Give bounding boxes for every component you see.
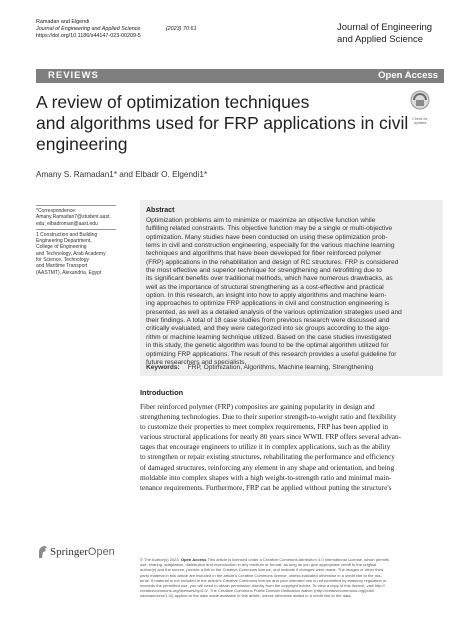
running-authors: Ramadan and Elgendi	[36, 19, 90, 25]
check-label-1: Check for	[412, 117, 428, 121]
publisher-open: Open	[87, 546, 115, 558]
publisher-springer: Springer	[50, 546, 88, 558]
body-line: to customize their properties to meet complex requirements, FRP has been applied in	[140, 422, 388, 432]
journal-name-line1: Journal of Engineering	[337, 22, 433, 33]
affiliation-line: Engineering Department,	[36, 238, 92, 245]
article-type-label: REVIEWS	[48, 70, 99, 81]
abstract-line: fulfilling related constraints. This objective function may be a single or multi-objective	[146, 225, 393, 233]
sidebar-rule	[36, 205, 116, 206]
publisher-logo	[36, 545, 115, 564]
abstract-line: (FRP) applications in the rehabilitation and design of RC structures. FRP is considered	[146, 258, 399, 266]
check-label-2: updates	[413, 121, 427, 125]
abstract-line: rithm or machine learning technique utilized. Based on the case studies investigated	[146, 333, 392, 341]
affiliation-line: (AASTMT), Alexandria, Egypt	[36, 269, 102, 276]
abstract-line: optimization. Many studies have been conducted on using these optimization prob-	[146, 233, 388, 241]
abstract-line: their findings. A total of 18 case studies from previous research were discussed and	[146, 317, 390, 325]
body-line: tages that encourage engineers to utilize it in complex applications, such as the ability	[140, 442, 391, 452]
license-line: party material in this article are included in the article's Creative Commons licence, unless indicated otherwise in a credit line to the ma-	[140, 572, 382, 578]
affiliation-line: and Technology, Arab Academy	[36, 250, 106, 257]
abstract-line: its significant benefits over traditional methods, which have numerous drawbacks, as	[146, 275, 393, 283]
abstract-line: in this study, the genetic algorithm was found to be the optimal algorithm utilized for	[146, 342, 389, 350]
license-line: use, sharing, adaptation, distribution and reproduction in any medium or format, as long as you give appropriate credit to the original	[140, 562, 377, 568]
article-title	[36, 92, 416, 155]
license-line: © The Author(s) 2023.	[140, 557, 180, 562]
abstract-line: techniques and algorithms that have been developed for fiber reinforced polymer	[146, 250, 382, 258]
abstract-line: lems in civil and construction engineering, especially for the various machine learning	[146, 242, 395, 250]
publisher-name	[50, 546, 115, 558]
license-line[interactable]: creativecommons.org/licenses/by/4.0/. The Creative Commons Public Domain Dedication waiver (http://creativecommons.org/publi	[140, 588, 374, 594]
sidebar-rule-2	[36, 229, 116, 230]
abstract-line: critically evaluated, and they were categorized into six groups according to the algo-	[146, 325, 391, 333]
abstract-line: option. In this research, an insight into how to apply algorithms and machine learn-	[146, 292, 387, 300]
author-list: Amany S. Ramadan1* and Elbadr O. Elgendi1*	[36, 170, 208, 179]
title-line-3: engineering	[36, 134, 128, 154]
keywords-list: FRP, Optimization, Algorithms, Machine learning, Strengthening	[187, 364, 374, 371]
license-line: exceeds the permitted use, you will need to obtain permission directly from the copyright holder. To view a copy of this licence, visit http://	[140, 583, 385, 589]
correspondence-sidebar	[36, 203, 116, 276]
abstract-line: well as the importance of structural strengthening as a cost-effective and practical	[146, 283, 384, 291]
keywords-label: Keywords:	[146, 364, 180, 371]
introduction-heading: Introduction	[140, 388, 184, 397]
abstract-line: future researchers and specialists.	[146, 358, 247, 366]
doi-link[interactable]: https://doi.org/10.1186/s44147-023-00209-5	[36, 33, 141, 39]
journal-citation-name: Journal of Engineering and Applied Science	[36, 26, 141, 32]
article-type-bar	[36, 69, 444, 83]
title-line-2: and algorithms used for FRP applications in civil	[36, 113, 409, 133]
abstract-heading: Abstract	[146, 207, 175, 214]
body-line: of damaged structures, reinforcing any element in any shape and orientation, and being	[140, 462, 395, 472]
license-footer	[140, 557, 443, 599]
correspondence-email-2[interactable]: edu; elbadroman@aast.edu	[36, 220, 98, 227]
body-line: tenance requirements. Furthermore, FRP can be applied without putting the structure's	[140, 482, 392, 492]
affiliation-line: for Science, Technology	[36, 257, 89, 264]
license-line: author(s) and the source, provide a link to the Creative Commons licence, and indicate if changes were made. The images or other third	[140, 567, 384, 573]
affiliation-line: 1 Construction and Building	[36, 231, 98, 238]
body-line: moldable into complex shapes with a high weight-to-strength ratio and minimal main-	[140, 472, 392, 482]
body-line: various structural applications for nearly 80 years since WWII. FRP offers several advan-	[140, 432, 402, 442]
abstract-line: the most effective and superior technique for strengthening and retrofitting due to	[146, 267, 382, 275]
license-open-access: Open Access	[180, 557, 207, 562]
body-line: strengthening technologies. Due to their superior strength-to-weight ratio and flexibility	[140, 412, 397, 422]
journal-name-line2: and Applied Science	[337, 34, 424, 45]
body-line: to strengthen or repair existing structures, rehabilitating the performance and efficiency	[140, 452, 395, 462]
abstract-line: Optimization problems aim to minimize or maximize an objective function while	[146, 217, 376, 224]
journal-citation-volume: (2023) 70:61	[165, 26, 197, 32]
open-access-label: Open Access	[378, 70, 438, 81]
correspondence-label: *Correspondence:	[36, 208, 77, 214]
journal-citation	[36, 26, 196, 33]
license-line: terial. If material is not included in the article's Creative Commons licence and your intended use is not permitted by statutory regulation or	[140, 577, 387, 583]
abstract-text	[146, 217, 437, 367]
affiliation-line: College of Engineering	[36, 244, 87, 251]
check-for-updates-badge[interactable]	[405, 90, 435, 125]
abstract-line: ing approaches to optimize FRP applications in civil and construction engineering is	[146, 300, 390, 308]
abstract-box	[140, 200, 443, 376]
correspondence-email-1[interactable]: Amany.Ramadan7@student.aast.	[36, 214, 111, 221]
introduction-body	[140, 402, 443, 493]
license-line: This article is licensed under a Creative Commons Attribution 4.0 International License, which permits	[207, 557, 390, 562]
body-line: Fiber reinforced polymer (FRP) composites are gaining popularity in design and	[140, 402, 375, 411]
check-for-updates-icon	[405, 90, 435, 112]
abstract-line: presented, as well as a detailed analysis of the various optimization strategies used and	[146, 308, 402, 316]
springer-horse-icon	[36, 545, 49, 559]
keywords-line	[146, 364, 373, 371]
affiliation-line: and Maritime Transport	[36, 263, 88, 270]
title-line-1: A review of optimization techniques	[36, 92, 310, 112]
license-line: cdomain/zero/1.0/) applies to the data made available in this article, unless otherwise stated in a credit line to the data.	[140, 593, 352, 599]
abstract-line: optimizing FRP applications. The result of this research provides a useful guideline for	[146, 350, 397, 358]
